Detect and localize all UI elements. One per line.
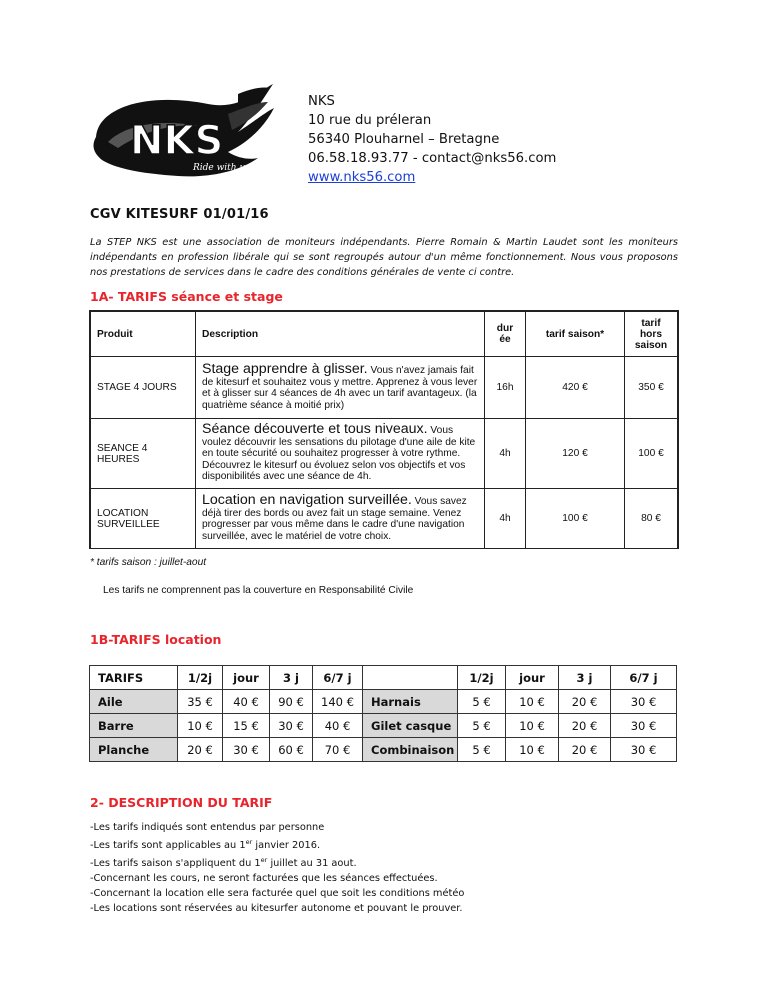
price-cell: 40 € (313, 714, 363, 738)
item-cell: Combinaison (363, 738, 458, 762)
description-title: Location en navigation surveillée. (202, 492, 412, 508)
price-cell: 10 € (506, 714, 559, 738)
tarif-saison-cell: 120 € (526, 419, 625, 489)
description-title: Stage apprendre à glisser. (202, 361, 368, 377)
header-cell: 6/7 j (313, 666, 363, 690)
price-cell: 20 € (559, 690, 611, 714)
header-cell: jour (506, 666, 559, 690)
tarif-hors-cell: 350 € (625, 357, 678, 419)
section-2-title: 2- DESCRIPTION DU TARIF (90, 795, 273, 810)
price-cell: 10 € (506, 738, 559, 762)
description-text: Vous savez déjà tirer des bords ou avez fait un stage semaine. Venez progresser par vous même dans le cadre d'une navigation surveillée, avec le matériel de votre choix. (202, 496, 467, 542)
description-cell (196, 419, 485, 489)
price-cell: 20 € (559, 714, 611, 738)
duree-cell: 16h (485, 357, 526, 419)
note-responsabilite-civile: Les tarifs ne comprennent pas la couverture en Responsabilité Civile (103, 585, 414, 596)
tarifs-seance-table (89, 310, 679, 549)
description-title: Séance découverte et tous niveaux. (202, 421, 428, 438)
list-item: -Concernant les cours, ne seront facturées que les séances effectuées. (90, 873, 438, 884)
produit-cell: LOCATION SURVEILLEE (91, 489, 196, 549)
header-cell: 1/2j (178, 666, 223, 690)
description-text: Vous voulez découvrir les sensations du pilotage d'une aile de kite en toute sécurité ou souhaitez progresser à votre rythme. Découvrez le kitesurf ou évoluez selon vos objectifs et vos disponibilités avec une séance de 4h. (202, 425, 476, 483)
price-cell: 30 € (611, 690, 677, 714)
col-duree: dur ée (485, 312, 526, 357)
description-cell (196, 357, 485, 419)
note-saison: * tarifs saison : juillet-aout (90, 557, 207, 568)
header-cell: 3 j (270, 666, 313, 690)
table-header-row (90, 666, 677, 690)
table-row (91, 419, 678, 489)
col-produit: Produit (91, 312, 196, 357)
table-row (90, 738, 677, 762)
city: 56340 Plouharnel – Bretagne (308, 132, 500, 147)
logo-text: NKS (130, 118, 224, 164)
table-row (90, 714, 677, 738)
section-1a-title: 1A- TARIFS séance et stage (90, 289, 283, 304)
tarif-hors-cell: 80 € (625, 489, 678, 549)
price-cell: 40 € (223, 690, 270, 714)
item-cell: Harnais (363, 690, 458, 714)
item-cell: Gilet casque (363, 714, 458, 738)
header-cell: TARIFS (90, 666, 178, 690)
list-item: -Les locations sont réservées au kitesurfer autonome et pouvant le prouver. (90, 903, 463, 914)
price-cell: 10 € (178, 714, 223, 738)
cgv-title: CGV KITESURF 01/01/16 (90, 207, 269, 222)
price-cell: 5 € (458, 714, 506, 738)
phone-email: 06.58.18.93.77 - contact@nks56.com (308, 151, 557, 166)
table-row (90, 690, 677, 714)
nks-logo (88, 82, 278, 182)
col-tarif-saison: tarif saison* (526, 312, 625, 357)
price-cell: 5 € (458, 738, 506, 762)
item-cell: Aile (90, 690, 178, 714)
duree-cell: 4h (485, 489, 526, 549)
address-block (308, 92, 556, 187)
item-cell: Planche (90, 738, 178, 762)
table-header-row (91, 312, 678, 357)
item-cell: Barre (90, 714, 178, 738)
price-cell: 90 € (270, 690, 313, 714)
price-cell: 30 € (270, 714, 313, 738)
header-cell: 3 j (559, 666, 611, 690)
price-cell: 10 € (506, 690, 559, 714)
table-row (91, 489, 678, 549)
company-name: NKS (308, 94, 335, 109)
description-text: Vous n'avez jamais fait de kitesurf et souhaitez vous y mettre. Apprenez à vous lever et à glisser sur 4 séances de 4h avec un tarif avantageux. (la quatrième séance à moitié prix) (202, 365, 478, 411)
col-description: Description (196, 312, 485, 357)
price-cell: 15 € (223, 714, 270, 738)
duree-cell: 4h (485, 419, 526, 489)
price-cell: 70 € (313, 738, 363, 762)
tarif-saison-cell: 100 € (526, 489, 625, 549)
price-cell: 20 € (178, 738, 223, 762)
list-item: -Les tarifs sont applicables au 1er janvier 2016. (90, 838, 321, 851)
price-cell: 140 € (313, 690, 363, 714)
list-item: -Les tarifs saison s'appliquent du 1er juillet au 31 aout. (90, 856, 357, 869)
header-cell (363, 666, 458, 690)
price-cell: 20 € (559, 738, 611, 762)
col-tarif-hors-saison: tarif hors saison (625, 312, 678, 357)
list-item: -Concernant la location elle sera facturée quel que soit les conditions météo (90, 888, 465, 899)
tarif-saison-cell: 420 € (526, 357, 625, 419)
header-cell: 1/2j (458, 666, 506, 690)
tarif-description-list (90, 820, 464, 916)
description-cell (196, 489, 485, 549)
logo-tagline: Ride with us ! (193, 163, 257, 173)
website-link[interactable]: www.nks56.com (308, 170, 416, 185)
table-row (91, 357, 678, 419)
price-cell: 30 € (223, 738, 270, 762)
produit-cell: STAGE 4 JOURS (91, 357, 196, 419)
produit-cell: SEANCE 4 HEURES (91, 419, 196, 489)
section-1b-title: 1B-TARIFS location (90, 632, 222, 647)
tarif-hors-cell: 100 € (625, 419, 678, 489)
header-cell: 6/7 j (611, 666, 677, 690)
price-cell: 35 € (178, 690, 223, 714)
price-cell: 30 € (611, 714, 677, 738)
tarifs-location-table (89, 665, 677, 762)
intro-paragraph: La STEP NKS est une association de moniteurs indépendants. Pierre Romain & Martin Laudet sont les moniteurs indépendants en profession libérale qui se sont regroupés autour d'un même fonctionnement. Nous vous proposons nos prestations de services dans le cadre des conditions générales de vente ci contre. (90, 237, 678, 278)
price-cell: 60 € (270, 738, 313, 762)
list-item: -Les tarifs indiqués sont entendus par personne (90, 822, 325, 833)
header-cell: jour (223, 666, 270, 690)
price-cell: 5 € (458, 690, 506, 714)
price-cell: 30 € (611, 738, 677, 762)
street: 10 rue du préleran (308, 113, 432, 128)
